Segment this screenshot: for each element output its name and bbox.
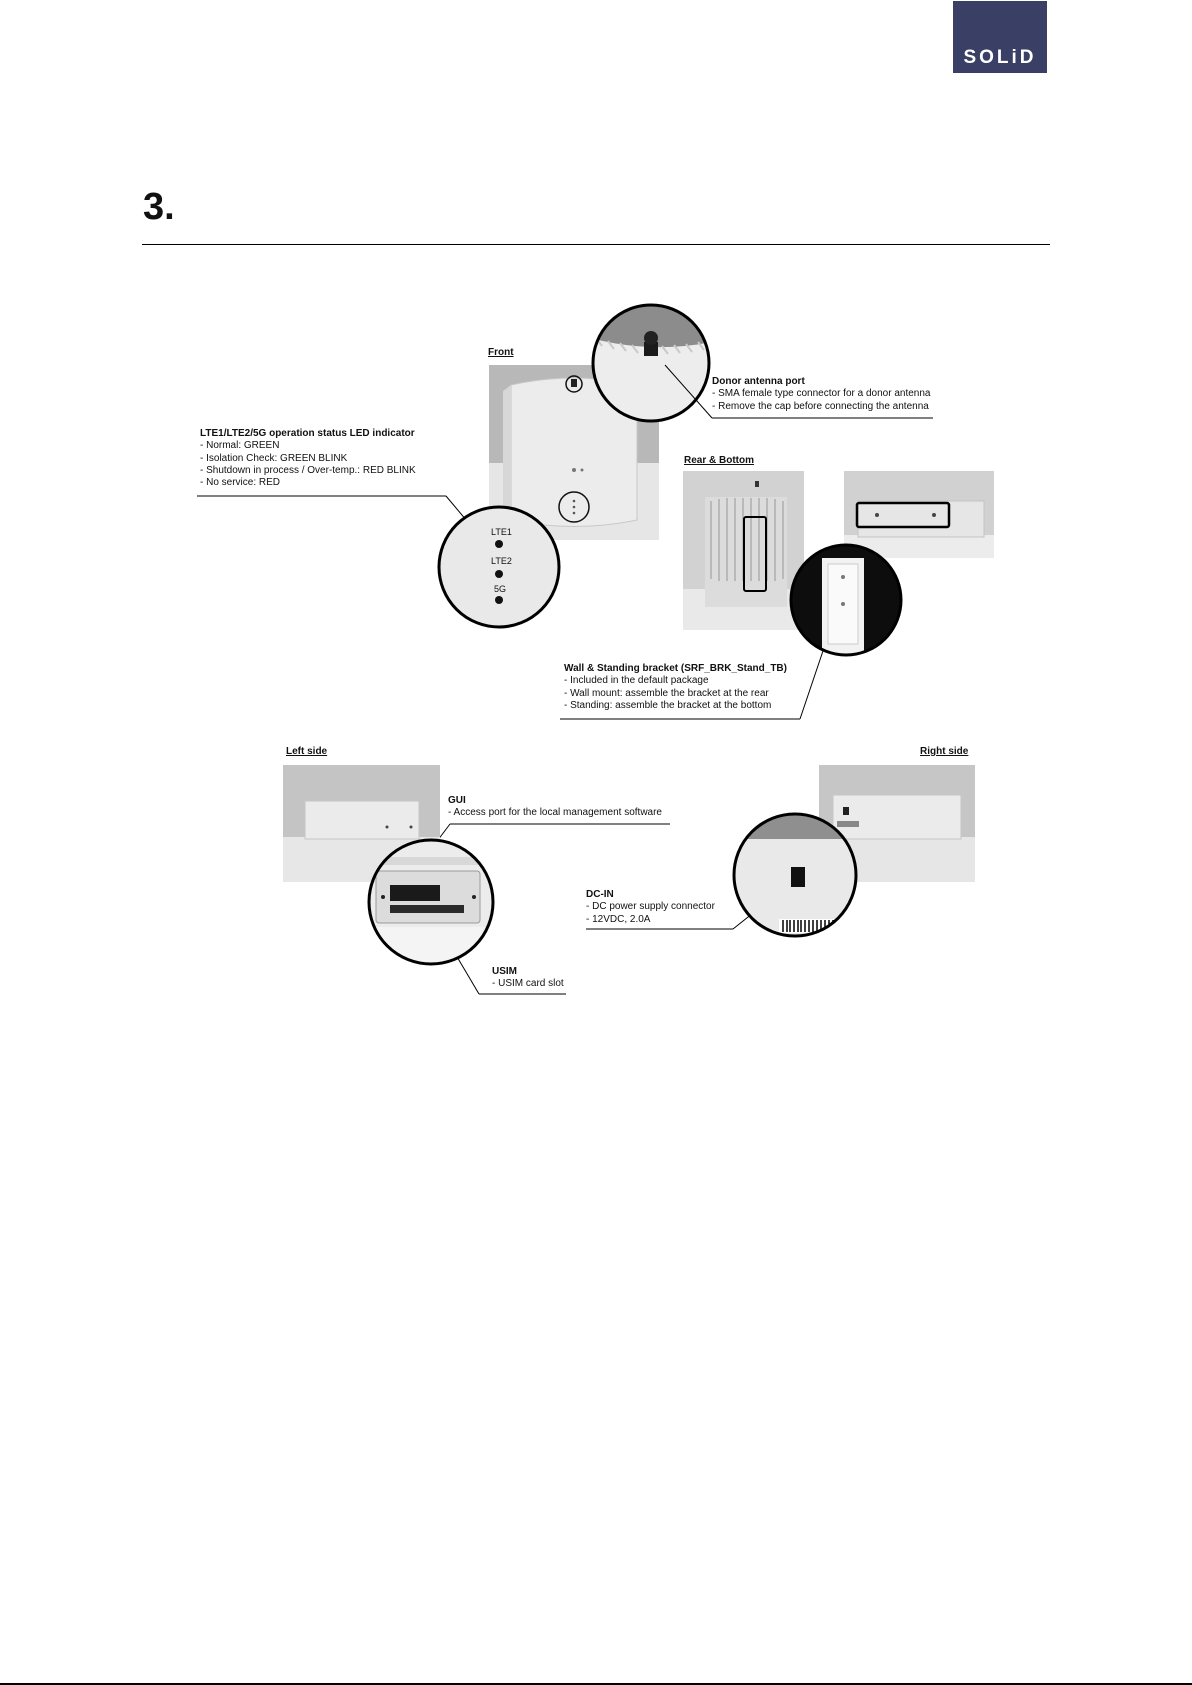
donor-port-zoom — [590, 302, 712, 424]
logo-text: SOLiD — [963, 47, 1037, 68]
callout-gui — [448, 795, 662, 820]
donor-line-2: - Remove the cap before connecting the antenna — [712, 400, 929, 412]
header-rule — [142, 244, 1050, 245]
dc-in-zoom — [731, 811, 859, 939]
bracket-line-2: - Wall mount: assemble the bracket at the rear — [564, 687, 769, 699]
gui-line-1: - Access port for the local management software — [448, 807, 662, 819]
solid-logo — [953, 1, 1047, 73]
led-title: LTE1/LTE2/5G operation status LED indicator — [200, 428, 415, 439]
callout-dc-in — [586, 889, 715, 926]
led-line-4: - No service: RED — [200, 477, 281, 489]
caption-rear-bottom: Rear & Bottom — [684, 455, 755, 466]
gui-usim-zoom — [366, 837, 496, 967]
bracket-line-1: - Included in the default package — [564, 675, 709, 687]
dcin-line-2: - 12VDC, 2.0A — [586, 913, 651, 925]
gui-title: GUI — [448, 795, 466, 806]
led-indicator-zoom — [436, 504, 562, 630]
donor-line-1: - SMA female type connector for a donor antenna — [712, 388, 931, 400]
dcin-title: DC-IN — [586, 889, 614, 900]
bracket-zoom — [788, 542, 904, 658]
led-label-5g: 5G — [494, 584, 507, 594]
dcin-line-1: - DC power supply connector — [586, 901, 715, 913]
usim-line-1: - USIM card slot — [492, 978, 564, 990]
donor-title: Donor antenna port — [712, 376, 805, 387]
callout-usim — [492, 966, 564, 991]
led-line-3: - Shutdown in process / Over-temp.: RED BLINK — [200, 464, 416, 476]
caption-right-side: Right side — [920, 746, 969, 757]
bracket-line-3: - Standing: assemble the bracket at the bottom — [564, 699, 772, 711]
led-line-1: - Normal: GREEN — [200, 440, 280, 452]
rear-photo — [683, 471, 804, 630]
led-line-2: - Isolation Check: GREEN BLINK — [200, 452, 348, 464]
callout-led-indicator — [200, 428, 416, 489]
callout-donor-antenna-port — [712, 376, 930, 413]
bracket-title: Wall & Standing bracket (SRF_BRK_Stand_TB) — [564, 663, 787, 674]
caption-front: Front — [488, 347, 514, 358]
led-label-lte2: LTE2 — [491, 556, 512, 566]
usim-title: USIM — [492, 966, 517, 977]
callout-wall-standing-bracket — [564, 663, 787, 712]
section-number: 3. — [143, 186, 175, 228]
led-label-lte1: LTE1 — [491, 527, 512, 537]
caption-left-side: Left side — [286, 746, 328, 757]
